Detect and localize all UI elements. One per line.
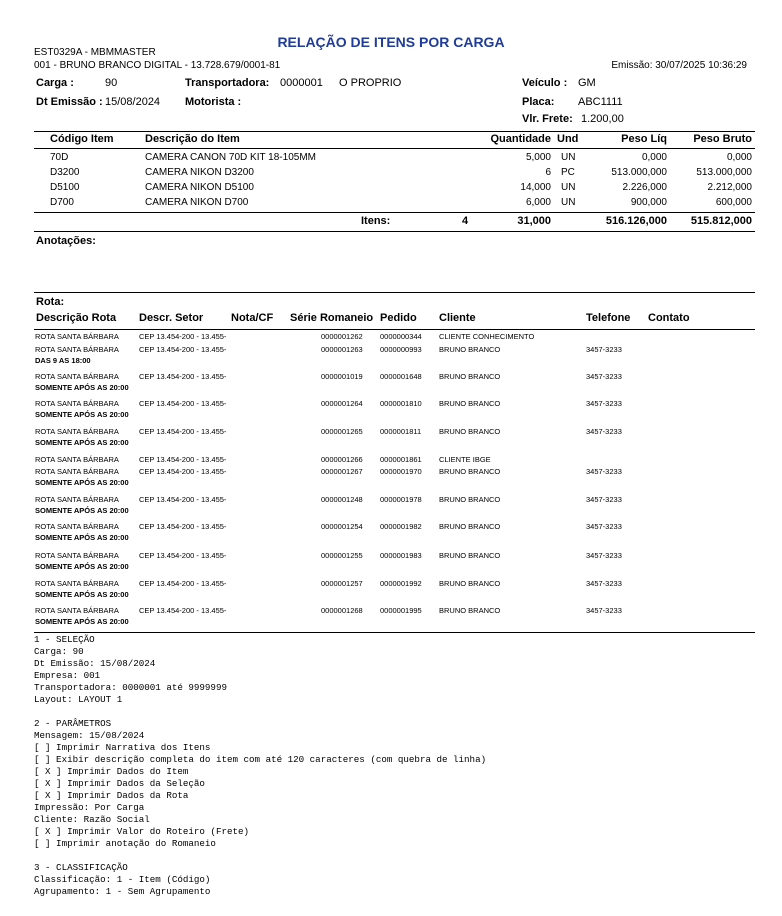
item-peso-bruto: 513.000,000 <box>696 167 752 178</box>
route-telefone: 3457-3233 <box>586 345 622 354</box>
route-setor: CEP 13.454-200 - 13.455- <box>139 427 227 436</box>
col-descricao-item: Descrição do Item <box>145 133 240 145</box>
route-rota: ROTA SANTA BÁRBARA <box>35 579 119 588</box>
frete-value: 1.200,00 <box>581 113 624 125</box>
route-setor: CEP 13.454-200 - 13.455- <box>139 579 227 588</box>
route-setor: CEP 13.454-200 - 13.455- <box>139 455 227 464</box>
item-desc: CAMERA NIKON D5100 <box>145 182 254 193</box>
route-pedido: 0000001861 <box>380 455 422 464</box>
col-codigo-item: Código Item <box>50 133 114 145</box>
col-descr-setor: Descr. Setor <box>139 312 204 324</box>
route-note: SOMENTE APÓS AS 20:00 <box>35 410 129 419</box>
item-und: PC <box>561 167 575 178</box>
parameter-line: 2 - PARÂMETROS <box>34 718 112 729</box>
col-quantidade: Quantidade <box>490 133 551 145</box>
parameter-line: 1 - SELEÇÃO <box>34 634 95 645</box>
parameter-line: Empresa: 001 <box>34 670 101 681</box>
route-pedido: 0000001648 <box>380 372 422 381</box>
item-peso-bruto: 0,000 <box>726 152 752 163</box>
route-pedido: 0000001992 <box>380 579 422 588</box>
route-cliente: CLIENTE IBGE <box>439 455 491 464</box>
parameter-line: [ X ] Imprimir Dados da Rota <box>34 790 189 801</box>
item-qty: 5,000 <box>525 152 551 163</box>
col-und: Und <box>557 133 579 145</box>
parameter-line: Classificação: 1 - Item (Código) <box>34 874 211 885</box>
items-bottom-rule <box>34 231 755 232</box>
items-totals-rule <box>34 212 755 213</box>
parameter-line: Agrupamento: 1 - Sem Agrupamento <box>34 886 211 897</box>
transportadora-name: O PROPRIO <box>339 77 402 89</box>
route-setor: CEP 13.454-200 - 13.455- <box>139 606 227 615</box>
company-line: 001 - BRUNO BRANCO DIGITAL - 13.728.679/0001-81 <box>34 60 281 71</box>
dt-emissao-value: 15/08/2024 <box>105 96 161 108</box>
route-cliente: BRUNO BRANCO <box>439 606 501 615</box>
route-note: SOMENTE APÓS AS 20:00 <box>35 478 129 487</box>
route-cliente: BRUNO BRANCO <box>439 467 501 476</box>
totals-label: Itens: <box>361 215 391 227</box>
route-rota: ROTA SANTA BÁRBARA <box>35 455 119 464</box>
parameter-line: Cliente: Razão Social <box>34 814 150 825</box>
route-setor: CEP 13.454-200 - 13.455- <box>139 372 227 381</box>
parameter-line: [ X ] Imprimir Dados da Seleção <box>34 778 205 789</box>
route-cliente: BRUNO BRANCO <box>439 372 501 381</box>
route-header-rule <box>34 329 755 330</box>
route-rota: ROTA SANTA BÁRBARA <box>35 372 119 381</box>
parameter-line: Dt Emissão: 15/08/2024 <box>34 658 156 669</box>
route-setor: CEP 13.454-200 - 13.455- <box>139 399 227 408</box>
parameter-line: 3 - CLASSIFICAÇÃO <box>34 862 128 873</box>
items-header-rule <box>34 148 755 149</box>
route-telefone: 3457-3233 <box>586 372 622 381</box>
dt-emissao-label: Dt Emissão : <box>36 96 103 108</box>
totals-peso-liq: 516.126,000 <box>605 215 667 227</box>
route-cliente: BRUNO BRANCO <box>439 579 501 588</box>
route-rota: ROTA SANTA BÁRBARA <box>35 345 119 354</box>
parameter-line: Carga: 90 <box>34 646 84 657</box>
route-romaneio: 0000001267 <box>321 467 363 476</box>
route-rota: ROTA SANTA BÁRBARA <box>35 427 119 436</box>
route-pedido: 0000001810 <box>380 399 422 408</box>
item-peso-liq: 900,000 <box>630 197 667 208</box>
report-title: RELAÇÃO DE ITENS POR CARGA <box>277 34 505 50</box>
placa-value: ABC1111 <box>578 96 623 108</box>
route-note: SOMENTE APÓS AS 20:00 <box>35 617 129 626</box>
item-peso-liq: 0,000 <box>641 152 667 163</box>
item-und: UN <box>561 182 576 193</box>
route-telefone: 3457-3233 <box>586 551 622 560</box>
route-pedido: 0000001983 <box>380 551 422 560</box>
route-telefone: 3457-3233 <box>586 522 622 531</box>
carga-value: 90 <box>105 77 118 89</box>
route-telefone: 3457-3233 <box>586 427 622 436</box>
item-und: UN <box>561 197 576 208</box>
route-romaneio: 0000001268 <box>321 606 363 615</box>
route-romaneio: 0000001265 <box>321 427 363 436</box>
item-desc: CAMERA CANON 70D KIT 18-105MM <box>145 152 316 163</box>
col-cliente: Cliente <box>439 312 476 324</box>
route-setor: CEP 13.454-200 - 13.455- <box>139 522 227 531</box>
route-pedido: 0000001811 <box>380 427 422 436</box>
route-telefone: 3457-3233 <box>586 399 622 408</box>
motorista-label: Motorista : <box>185 96 242 108</box>
item-qty: 14,000 <box>520 182 551 193</box>
route-telefone: 3457-3233 <box>586 606 622 615</box>
route-setor: CEP 13.454-200 - 13.455- <box>139 467 227 476</box>
route-note: SOMENTE APÓS AS 20:00 <box>35 533 129 542</box>
veiculo-label: Veículo : <box>522 77 568 89</box>
route-cliente: BRUNO BRANCO <box>439 345 501 354</box>
route-rota: ROTA SANTA BÁRBARA <box>35 495 119 504</box>
items-top-rule <box>34 131 755 132</box>
route-setor: CEP 13.454-200 - 13.455- <box>139 345 227 354</box>
parameter-line: Layout: LAYOUT 1 <box>34 694 123 705</box>
item-qty: 6 <box>545 167 551 178</box>
route-romaneio: 0000001264 <box>321 399 363 408</box>
report-code: EST0329A - MBMMASTER <box>34 47 156 58</box>
route-romaneio: 0000001266 <box>321 455 363 464</box>
col-descricao-rota: Descrição Rota <box>36 312 117 324</box>
emission-datetime: Emissão: 30/07/2025 10:36:29 <box>611 60 747 71</box>
item-peso-bruto: 600,000 <box>715 197 752 208</box>
parameter-line: Transportadora: 0000001 até 9999999 <box>34 682 227 693</box>
col-nota-cf: Nota/CF <box>231 312 274 324</box>
route-telefone: 3457-3233 <box>586 467 622 476</box>
route-note: SOMENTE APÓS AS 20:00 <box>35 383 129 392</box>
rota-label: Rota: <box>36 296 65 308</box>
route-pedido: 0000001970 <box>380 467 422 476</box>
parameter-line: [ ] Exibir descrição completa do item com até 120 caracteres (com quebra de linha) <box>34 754 487 765</box>
route-cliente: CLIENTE CONHECIMENTO <box>439 332 535 341</box>
carga-label: Carga : <box>36 77 74 89</box>
totals-peso-bruto: 515.812,000 <box>690 215 752 227</box>
anotacoes-label: Anotações: <box>36 235 96 247</box>
route-romaneio: 0000001262 <box>321 332 363 341</box>
parameter-line: Impressão: Por Carga <box>34 802 145 813</box>
item-desc: CAMERA NIKON D3200 <box>145 167 254 178</box>
route-romaneio: 0000001257 <box>321 579 363 588</box>
route-pedido: 0000001982 <box>380 522 422 531</box>
item-code: D3200 <box>50 167 80 178</box>
col-peso-bruto: Peso Bruto <box>693 133 752 145</box>
route-rota: ROTA SANTA BÁRBARA <box>35 606 119 615</box>
route-note: SOMENTE APÓS AS 20:00 <box>35 590 129 599</box>
placa-label: Placa: <box>522 96 555 108</box>
col-peso-liq: Peso Líq <box>621 133 667 145</box>
parameter-line: [ ] Imprimir anotação do Romaneio <box>34 838 216 849</box>
totals-qty: 31,000 <box>517 215 551 227</box>
frete-label: Vlr. Frete: <box>522 113 573 125</box>
route-note: SOMENTE APÓS AS 20:00 <box>35 506 129 515</box>
route-setor: CEP 13.454-200 - 13.455- <box>139 495 227 504</box>
transportadora-label: Transportadora: <box>185 77 270 89</box>
parameter-line: [ ] Imprimir Narrativa dos Itens <box>34 742 211 753</box>
item-desc: CAMERA NIKON D700 <box>145 197 249 208</box>
item-peso-liq: 2.226,000 <box>622 182 667 193</box>
route-romaneio: 0000001263 <box>321 345 363 354</box>
route-setor: CEP 13.454-200 - 13.455- <box>139 551 227 560</box>
parameter-line: [ X ] Imprimir Dados do Item <box>34 766 189 777</box>
route-romaneio: 0000001255 <box>321 551 363 560</box>
route-cliente: BRUNO BRANCO <box>439 522 501 531</box>
route-romaneio: 0000001248 <box>321 495 363 504</box>
col-telefone: Telefone <box>586 312 631 324</box>
item-peso-liq: 513.000,000 <box>611 167 667 178</box>
route-romaneio: 0000001019 <box>321 372 363 381</box>
item-qty: 6,000 <box>525 197 551 208</box>
item-peso-bruto: 2.212,000 <box>707 182 752 193</box>
route-romaneio: 0000001254 <box>321 522 363 531</box>
item-code: D700 <box>50 197 74 208</box>
col-serie-romaneio: Série Romaneio <box>290 312 374 324</box>
route-pedido: 0000001978 <box>380 495 422 504</box>
col-contato: Contato <box>648 312 690 324</box>
col-pedido: Pedido <box>380 312 417 324</box>
item-code: D5100 <box>50 182 80 193</box>
parameter-line: Mensagem: 15/08/2024 <box>34 730 145 741</box>
route-pedido: 0000000993 <box>380 345 422 354</box>
route-note: DAS 9 AS 18:00 <box>35 356 91 365</box>
veiculo-value: GM <box>578 77 596 89</box>
route-top-rule <box>34 292 755 293</box>
transportadora-code: 0000001 <box>280 77 323 89</box>
route-pedido: 0000001995 <box>380 606 422 615</box>
route-rota: ROTA SANTA BÁRBARA <box>35 399 119 408</box>
route-cliente: BRUNO BRANCO <box>439 495 501 504</box>
route-rota: ROTA SANTA BÁRBARA <box>35 551 119 560</box>
route-rota: ROTA SANTA BÁRBARA <box>35 332 119 341</box>
route-pedido: 0000000344 <box>380 332 422 341</box>
route-cliente: BRUNO BRANCO <box>439 551 501 560</box>
route-note: SOMENTE APÓS AS 20:00 <box>35 562 129 571</box>
route-bottom-rule <box>34 632 755 633</box>
route-note: SOMENTE APÓS AS 20:00 <box>35 438 129 447</box>
route-rota: ROTA SANTA BÁRBARA <box>35 522 119 531</box>
parameter-line: [ X ] Imprimir Valor do Roteiro (Frete) <box>34 826 250 837</box>
item-code: 70D <box>50 152 69 163</box>
route-rota: ROTA SANTA BÁRBARA <box>35 467 119 476</box>
totals-count: 4 <box>462 215 469 227</box>
route-setor: CEP 13.454-200 - 13.455- <box>139 332 227 341</box>
route-cliente: BRUNO BRANCO <box>439 427 501 436</box>
route-cliente: BRUNO BRANCO <box>439 399 501 408</box>
item-und: UN <box>561 152 576 163</box>
route-telefone: 3457-3233 <box>586 579 622 588</box>
route-telefone: 3457-3233 <box>586 495 622 504</box>
